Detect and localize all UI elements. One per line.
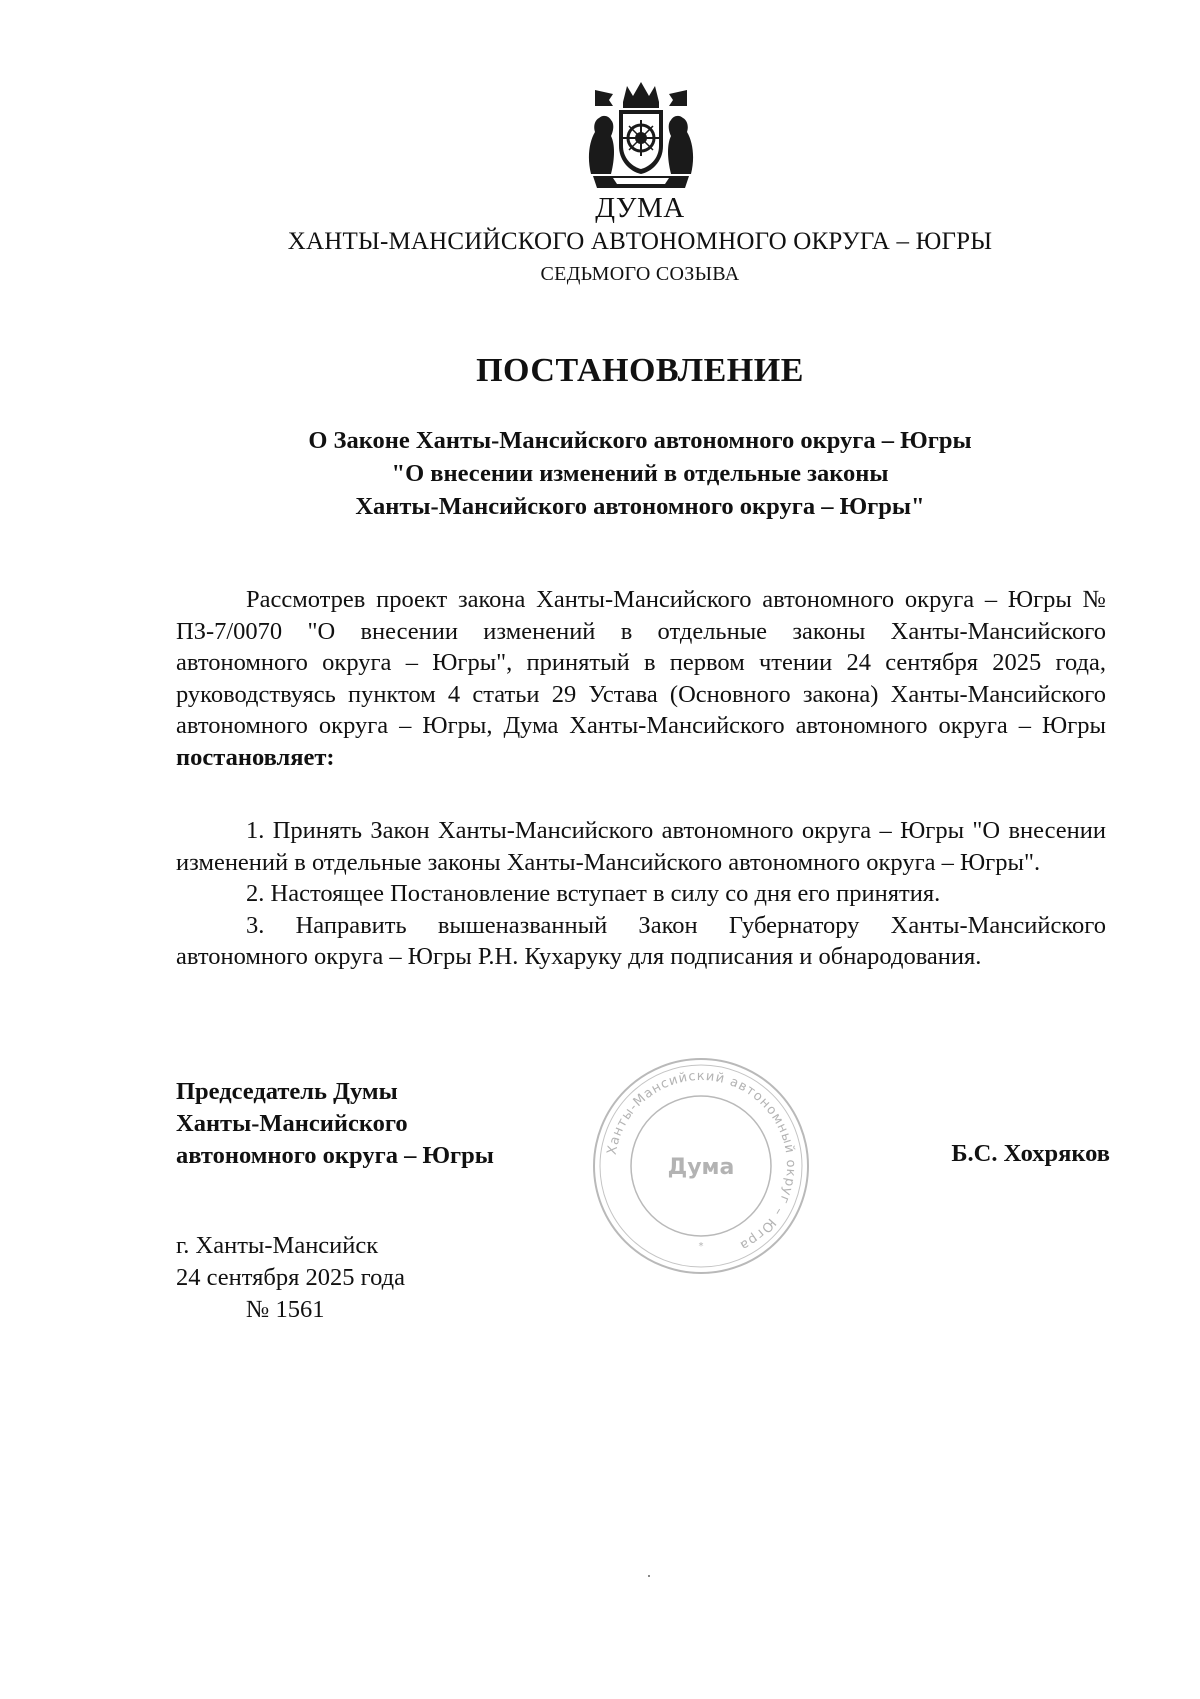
position-line: Ханты-Мансийского: [176, 1110, 408, 1137]
official-seal: [590, 1055, 812, 1277]
body-name: ДУМА: [595, 192, 685, 224]
document-title: [0, 424, 1200, 523]
region-name: ХАНТЫ-МАНСИЙСКОГО АВТОНОМНОГО ОКРУГА – ЮГРЫ: [287, 228, 993, 255]
title-line: О Законе Ханты-Мансийского автономного округа – Югры: [308, 427, 972, 454]
resolution-item: 3. Направить вышеназванный Закон Губернатору Ханты-Мансийского автономного округа – Югры Р.Н. Кухаруку для подписания и обнародования.: [176, 911, 1106, 970]
coat-of-arms-icon: [583, 80, 699, 190]
document-number: № 1561: [246, 1296, 325, 1323]
city: г. Ханты-Мансийск: [176, 1232, 379, 1259]
position-line: Председатель Думы: [176, 1078, 398, 1105]
resolution-items: [176, 815, 1106, 973]
place-and-date: [176, 1230, 405, 1326]
preamble: [176, 584, 1106, 773]
position-line: автономного округа – Югры: [176, 1142, 494, 1169]
scan-speck: [648, 1575, 650, 1577]
document-type: ПОСТАНОВЛЕНИЕ: [476, 352, 804, 389]
date: 24 сентября 2025 года: [176, 1264, 405, 1291]
resolves-word: постановляет:: [176, 743, 335, 771]
signatory-name: Б.С. Хохряков: [951, 1140, 1110, 1167]
resolution-item: 2. Настоящее Постановление вступает в силу со дня его принятия.: [246, 880, 941, 907]
preamble-text: Рассмотрев проект закона Ханты-Мансийского автономного округа – Югры № ПЗ-7/0070 "О внесении изменений в отдельные законы Ханты-Мансийского автономного округа – Югры", принятый в первом чтении 24 сентября 2025 года, руководствуясь пунктом 4 статьи 29 Устава (Основного закона) Ханты-Мансийского автономного округа – Югры, Дума Ханты-Мансийского автономного округа – Югры: [176, 586, 1106, 739]
resolution-item: 1. Принять Закон Ханты-Мансийского автономного округа – Югры "О внесении изменений в отдельные законы Ханты-Мансийского автономного округа – Югры".: [176, 817, 1106, 876]
signatory-position: [176, 1076, 494, 1172]
seal-ring-text: Ханты-Мансийский автономный округ – Югра: [604, 1068, 799, 1254]
title-line: "О внесении изменений в отдельные законы: [391, 460, 889, 487]
title-line: Ханты-Мансийского автономного округа – Югры": [355, 493, 925, 520]
seal-center-text: Дума: [667, 1155, 735, 1180]
convocation: СЕДЬМОГО СОЗЫВА: [540, 263, 740, 285]
seal-star-icon: *: [698, 1241, 704, 1252]
